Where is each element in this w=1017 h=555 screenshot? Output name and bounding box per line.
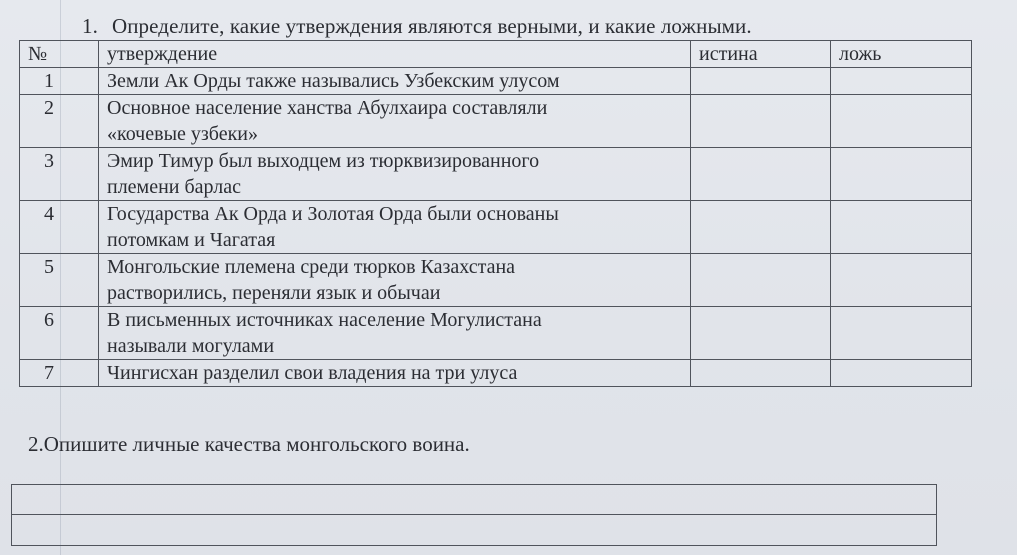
task1-title: Определите, какие утверждения являются верными, и какие ложными. (111, 14, 752, 38)
row-number: 4 (20, 201, 99, 254)
statement-cell (99, 360, 691, 387)
header-number: № (20, 41, 99, 68)
table-row (20, 201, 972, 254)
statement-cell (99, 254, 691, 307)
row-number: 7 (20, 360, 99, 387)
false-answer-cell[interactable] (831, 148, 972, 201)
statement-cell (99, 201, 691, 254)
statement-line: растворились, переняли язык и обычаи (107, 282, 441, 304)
false-answer-cell[interactable] (831, 254, 972, 307)
statement-line: потомкам и Чагатая (107, 229, 276, 251)
row-number: 2 (20, 95, 99, 148)
true-answer-cell[interactable] (691, 307, 831, 360)
table-row (20, 254, 972, 307)
false-answer-cell[interactable] (831, 307, 972, 360)
row-number: 5 (20, 254, 99, 307)
row-number: 3 (20, 148, 99, 201)
statement-line: Государства Ак Орда и Золотая Орда были основаны (107, 203, 559, 225)
statement-line: Основное население ханства Абулхаира составляли (107, 97, 548, 119)
false-answer-cell[interactable] (831, 360, 972, 387)
header-statement: утверждение (99, 41, 691, 68)
table-row (20, 68, 972, 95)
table-row (20, 148, 972, 201)
statement-cell (99, 68, 691, 95)
header-true: истина (691, 41, 831, 68)
true-answer-cell[interactable] (691, 360, 831, 387)
answer-box[interactable] (11, 484, 937, 546)
table-header-row (20, 41, 972, 68)
true-answer-cell[interactable] (691, 254, 831, 307)
statement-cell (99, 95, 691, 148)
statement-line: племени барлас (107, 176, 242, 198)
statement-line: Чингисхан разделил свои владения на три улуса (107, 362, 518, 384)
statement-line: «кочевые узбеки» (107, 123, 258, 145)
true-answer-cell[interactable] (691, 201, 831, 254)
table-row (20, 95, 972, 148)
statement-line: В письменных источниках население Могулистана (107, 309, 542, 331)
task1-heading (82, 14, 752, 39)
false-answer-cell[interactable] (831, 68, 972, 95)
statement-cell (99, 307, 691, 360)
true-answer-cell[interactable] (691, 148, 831, 201)
statement-cell (99, 148, 691, 201)
statement-line: Эмир Тимур был выходцем из тюрквизированного (107, 150, 540, 172)
statement-line: Земли Ак Орды также назывались Узбекским улусом (107, 70, 560, 92)
true-answer-cell[interactable] (691, 95, 831, 148)
true-false-table (19, 40, 972, 387)
row-number: 6 (20, 307, 99, 360)
header-false: ложь (831, 41, 972, 68)
table-row (20, 360, 972, 387)
table-row (20, 307, 972, 360)
false-answer-cell[interactable] (831, 201, 972, 254)
true-answer-cell[interactable] (691, 68, 831, 95)
row-number: 1 (20, 68, 99, 95)
statement-line: Монгольские племена среди тюрков Казахстана (107, 256, 516, 278)
answer-line (12, 514, 936, 515)
task1-number: 1. (82, 14, 98, 38)
task2-heading: 2.Опишите личные качества монгольского воина. (28, 432, 470, 456)
statement-line: называли могулами (107, 335, 275, 357)
false-answer-cell[interactable] (831, 95, 972, 148)
